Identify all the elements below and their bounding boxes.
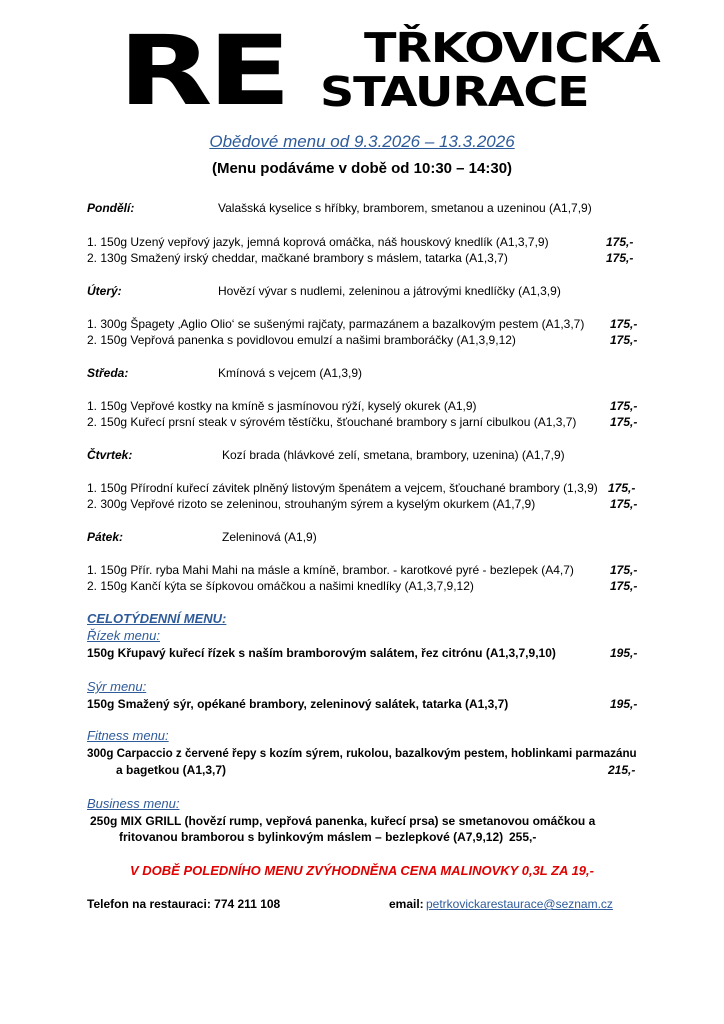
syr-menu-price: 195,- <box>610 697 638 711</box>
serving-hours: (Menu podáváme v době od 10:30 – 14:30) <box>211 160 513 177</box>
meal-monday-1: 1. 150g Uzený vepřový jazyk, jemná koprová omáčka, náš houskový knedlík (A1,3,7,9) <box>87 235 549 249</box>
meal-wednesday-2: 2. 150g Kuřecí prsní steak v sýrovém těstíčku, šťouchané brambory s jarní cibulkou (A1,3,7) <box>87 415 577 429</box>
restaurant-logo <box>118 15 660 127</box>
business-menu-item-line2: fritovanou bramborou s bylinkovým máslem – bezlepkové (A7,9,12) <box>119 830 504 844</box>
meal-monday-2: 2. 130g Smažený irský cheddar, mačkané brambory s máslem, tatarka (A1,3,7) <box>87 251 508 265</box>
business-menu-label: Business menu: <box>87 796 180 811</box>
weekly-menu-heading: CELOTÝDENNÍ MENU: <box>87 611 227 626</box>
price-friday-1: 175,- <box>610 563 638 577</box>
syr-menu-item: 150g Smažený sýr, opékané brambory, zeleninový salátek, tatarka (A1,3,7) <box>87 697 509 711</box>
fitness-menu-price: 215,- <box>608 763 636 777</box>
price-tuesday-2: 175,- <box>610 333 638 347</box>
fitness-menu-label: Fitness menu: <box>87 728 169 743</box>
soup-tuesday: Hovězí vývar s nudlemi, zeleninou a játrovými knedlíčky (A1,3,9) <box>218 284 561 298</box>
soup-wednesday: Kmínová s vejcem (A1,3,9) <box>218 366 363 380</box>
business-menu-item-line1: 250g MIX GRILL (hovězí rump, vepřová panenka, kuřecí prsa) se smetanovou omáčkou a <box>90 814 596 828</box>
rizek-menu-price: 195,- <box>610 646 638 660</box>
day-label-friday: Pátek: <box>87 530 124 544</box>
fitness-menu-item-line2: a bagetkou (A1,3,7) <box>116 763 227 777</box>
meal-tuesday-2: 2. 150g Vepřová panenka s povidlovou emulzí a našimi bramboráčky (A1,3,9,12) <box>87 333 516 347</box>
meal-thursday-2: 2. 300g Vepřové rizoto se zeleninou, strouhaným sýrem a kyselým okurkem (A1,7,9) <box>87 497 536 511</box>
logo-big-letters: RE <box>118 15 287 127</box>
day-label-monday: Pondělí: <box>87 201 135 215</box>
logo-line-2: STAURACE <box>320 68 589 116</box>
meal-thursday-1: 1. 150g Přírodní kuřecí závitek plněný listovým špenátem a vejcem, šťouchané brambory (1,3,9) <box>87 481 598 495</box>
email-link[interactable]: petrkovickarestaurace@seznam.cz <box>426 897 613 911</box>
soup-monday: Valašská kyselice s hříbky, bramborem, smetanou a uzeninou (A1,7,9) <box>218 201 592 215</box>
menu-title: Obědové menu od 9.3.2026 – 13.3.2026 <box>209 132 515 151</box>
syr-menu-label: Sýr menu: <box>87 679 147 694</box>
day-label-tuesday: Úterý: <box>87 284 122 298</box>
price-wednesday-2: 175,- <box>610 415 638 429</box>
logo-line-1: TŘKOVICKÁ <box>364 24 660 72</box>
promo-text: V DOBĚ POLEDNÍHO MENU ZVÝHODNĚNA CENA MALINOVKY 0,3L ZA 19,- <box>130 863 594 878</box>
price-monday-1: 175,- <box>606 235 634 249</box>
price-thursday-1: 175,- <box>608 481 636 495</box>
price-thursday-2: 175,- <box>610 497 638 511</box>
soup-thursday: Kozí brada (hlávkové zelí, smetana, brambory, uzenina) (A1,7,9) <box>222 448 565 462</box>
soup-friday: Zeleninová (A1,9) <box>222 530 317 544</box>
fitness-menu-item-line1: 300g Carpaccio z červené řepy s kozím sýrem, rukolou, bazalkovým pestem, hoblinkami parmazánu <box>87 747 637 760</box>
rizek-menu-item: 150g Křupavý kuřecí řízek s naším bramborovým salátem, řez citrónu (A1,3,7,9,10) <box>87 646 556 660</box>
meal-friday-2: 2. 150g Kančí kýta se šípkovou omáčkou a našimi knedlíky (A1,3,7,9,12) <box>87 579 474 593</box>
meal-friday-1: 1. 150g Přír. ryba Mahi Mahi na másle a kmíně, brambor. - karotkové pyré - bezlepek (A4,7) <box>87 563 574 577</box>
email-label: email: <box>389 897 424 911</box>
price-tuesday-1: 175,- <box>610 317 638 331</box>
price-monday-2: 175,- <box>606 251 634 265</box>
day-label-wednesday: Středa: <box>87 366 129 380</box>
meal-tuesday-1: 1. 300g Špagety ‚Aglio Olio‘ se sušenými rajčaty, parmazánem a bazalkovým pestem (A1,3,7) <box>87 317 585 331</box>
price-wednesday-1: 175,- <box>610 399 638 413</box>
rizek-menu-label: Řízek menu: <box>87 628 160 643</box>
price-friday-2: 175,- <box>610 579 638 593</box>
business-menu-price: 255,- <box>509 830 537 844</box>
day-label-thursday: Čtvrtek: <box>87 448 133 462</box>
phone-number: Telefon na restauraci: 774 211 108 <box>87 897 281 911</box>
meal-wednesday-1: 1. 150g Vepřové kostky na kmíně s jasmínovou rýží, kyselý okurek (A1,9) <box>87 399 477 413</box>
